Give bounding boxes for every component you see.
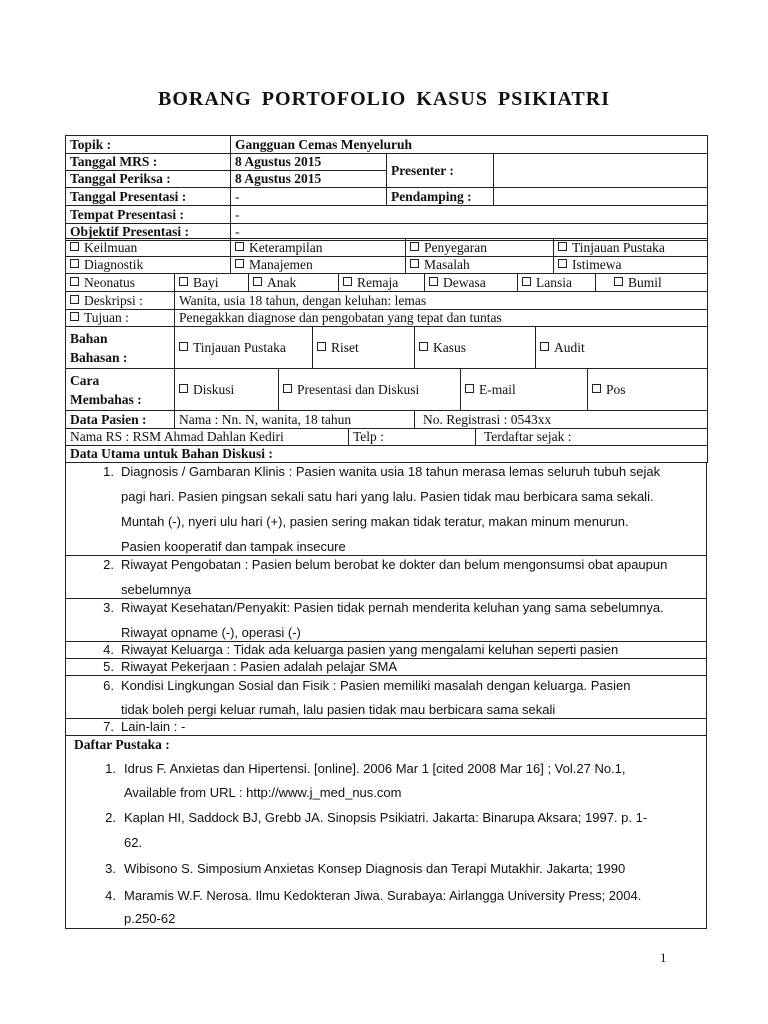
checkbox-icon — [283, 384, 292, 393]
option-remaja[interactable]: Remaja — [339, 274, 425, 292]
option-tinjauan-pustaka[interactable]: Tinjauan Pustaka — [554, 239, 708, 257]
list-item — [65, 676, 707, 719]
checkbox-icon — [70, 259, 79, 268]
list-item — [65, 599, 707, 642]
item-line: Diagnosis / Gambaran Klinis : Pasien wanita usia 18 tahun merasa lemas seluruh tubuh sejak — [121, 464, 661, 479]
item-number: 2. — [103, 557, 114, 572]
deskripsi-value: Wanita, usia 18 tahun, dengan keluhan: lemas — [175, 292, 708, 310]
option-keterampilan[interactable]: Keterampilan — [231, 239, 406, 257]
option-bahan-tinjauan-pustaka[interactable]: Tinjauan Pustaka — [175, 327, 313, 369]
reference-line: Kaplan HI, Saddock BJ, Grebb JA. Sinopsis Psikiatri. Jakarta: Binarupa Aksara; 1997. p. 1- — [124, 810, 648, 825]
reference-line: p.250-62 — [124, 911, 176, 926]
option-penyegaran[interactable]: Penyegaran — [406, 239, 554, 257]
checkbox-icon — [179, 342, 188, 351]
tgl-mrs-label: Tanggal MRS : — [66, 154, 231, 171]
description-table — [65, 291, 708, 327]
reference-item — [66, 888, 706, 928]
option-neonatus[interactable]: Neonatus — [66, 274, 175, 292]
checkbox-icon — [70, 295, 79, 304]
cara-label: Cara Membahas : — [66, 369, 175, 411]
reference-line: Idrus F. Anxietas dan Hipertensi. [online]. 2006 Mar 1 [cited 2008 Mar 16] ; Vol.27 No.1, — [124, 761, 626, 776]
list-item — [65, 642, 707, 659]
objective-options-table — [65, 238, 708, 274]
item-line: Riwayat Pengobatan : Pasien belum berobat ke dokter dan belum mengonsumsi obat apaupun — [121, 557, 668, 572]
tempat-label: Tempat Presentasi : — [66, 206, 231, 224]
pendamping-value — [494, 188, 708, 206]
bahan-label: Bahan Bahasan : — [66, 327, 175, 369]
checkbox-icon — [465, 384, 474, 393]
rs-info-table — [65, 428, 708, 446]
reference-number: 2. — [105, 810, 116, 825]
item-line: Riwayat Kesehatan/Penyakit: Pasien tidak pernah menderita keluhan yang sama sebelumnya. — [121, 600, 664, 615]
cara-membahas-table — [65, 368, 708, 411]
tgl-periksa-value: 8 Agustus 2015 — [231, 171, 387, 188]
pasien-label: Data Pasien : — [66, 411, 175, 429]
item-line: Pasien kooperatif dan tampak insecure — [121, 539, 346, 554]
reference-item — [66, 761, 706, 811]
item-line: tidak boleh pergi keluar rumah, lalu pasien tidak mau berbicara sama sekali — [121, 702, 556, 717]
checkbox-icon — [179, 384, 188, 393]
item-number: 6. — [103, 678, 114, 693]
reference-item — [66, 810, 706, 860]
item-number: 7. — [103, 719, 114, 734]
deskripsi-label: Deskripsi : — [66, 292, 175, 310]
reference-line: Available from URL : http://www.j_med_nus.com — [124, 785, 402, 800]
page-title: BORANG PORTOFOLIO KASUS PSIKIATRI — [158, 88, 610, 110]
topik-value: Gangguan Cemas Menyeluruh — [231, 136, 708, 154]
data-utama-label: Data Utama untuk Bahan Diskusi : — [66, 446, 708, 463]
header-info-table — [65, 135, 708, 241]
item-line: Lain-lain : - — [121, 719, 186, 734]
pendamping-label: Pendamping : — [387, 188, 494, 206]
tgl-mrs-value: 8 Agustus 2015 — [231, 154, 387, 171]
presenter-value — [494, 154, 708, 188]
tgl-presentasi-value: - — [231, 188, 387, 206]
option-diskusi[interactable]: Diskusi — [175, 369, 279, 411]
daftar-pustaka-section — [65, 736, 707, 929]
option-lansia[interactable]: Lansia — [518, 274, 596, 292]
page-number: 1 — [660, 950, 667, 965]
item-line: Muntah (-), nyeri ulu hari (+), pasien sering makan tidak teratur, makan minum menurun. — [121, 514, 629, 529]
list-item — [65, 556, 707, 599]
checkbox-icon — [429, 277, 438, 286]
data-utama-header-table — [65, 445, 708, 463]
list-item — [65, 659, 707, 676]
reference-number: 4. — [105, 888, 116, 903]
checkbox-icon — [419, 342, 428, 351]
rs-telp: Telp : — [349, 429, 476, 446]
checkbox-icon — [70, 312, 79, 321]
tujuan-value: Penegakkan diagnose dan pengobatan yang tepat dan tuntas — [175, 310, 708, 327]
checkbox-icon — [410, 259, 419, 268]
option-istimewa[interactable]: Istimewa — [554, 257, 708, 274]
checkbox-icon — [558, 259, 567, 268]
tempat-value: - — [231, 206, 708, 224]
item-line: Riwayat Pekerjaan : Pasien adalah pelajar SMA — [121, 659, 398, 674]
checkbox-icon — [558, 242, 567, 251]
option-email[interactable]: E-mail — [461, 369, 588, 411]
checkbox-icon — [343, 277, 352, 286]
option-riset[interactable]: Riset — [313, 327, 415, 369]
option-manajemen[interactable]: Manajemen — [231, 257, 406, 274]
checkbox-icon — [317, 342, 326, 351]
option-pos[interactable]: Pos — [588, 369, 708, 411]
item-line: sebelumnya — [121, 582, 192, 597]
option-bumil[interactable]: Bumil — [596, 274, 708, 292]
tgl-periksa-label: Tanggal Periksa : — [66, 171, 231, 188]
option-bayi[interactable]: Bayi — [175, 274, 249, 292]
item-number: 4. — [103, 642, 114, 657]
data-pasien-table — [65, 410, 708, 429]
checkbox-icon — [614, 277, 623, 286]
item-number: 3. — [103, 600, 114, 615]
item-line: Riwayat opname (-), operasi (-) — [121, 625, 301, 640]
list-item — [65, 719, 707, 736]
item-number: 1. — [103, 464, 114, 479]
pustaka-label: Daftar Pustaka : — [74, 737, 170, 752]
option-keilmuan[interactable]: Keilmuan — [66, 239, 231, 257]
topik-label: Topik : — [66, 136, 231, 154]
presenter-label: Presenter : — [387, 154, 494, 188]
rs-terdaftar: Terdaftar sejak : — [476, 429, 708, 446]
tgl-presentasi-label: Tanggal Presentasi : — [66, 188, 231, 206]
pasien-nama: Nama : Nn. N, wanita, 18 tahun — [175, 411, 415, 429]
checkbox-icon — [253, 277, 262, 286]
checkbox-icon — [235, 242, 244, 251]
checkbox-icon — [179, 277, 188, 286]
reference-line: Maramis W.F. Nerosa. Ilmu Kedokteran Jiwa. Surabaya: Airlangga University Press; 2004. — [124, 888, 642, 903]
objektif-label: Objektif Presentasi : — [66, 224, 231, 241]
option-presentasi-dan-diskusi[interactable]: Presentasi dan Diskusi — [279, 369, 461, 411]
reference-number: 3. — [105, 861, 116, 876]
bahan-bahasan-table — [65, 326, 708, 369]
rs-nama: Nama RS : RSM Ahmad Dahlan Kediri — [66, 429, 349, 446]
checkbox-icon — [522, 277, 531, 286]
pasien-registrasi: No. Registrasi : 0543xx — [415, 411, 708, 429]
objektif-value: - — [231, 224, 708, 241]
option-anak[interactable]: Anak — [249, 274, 339, 292]
checkbox-icon — [235, 259, 244, 268]
checkbox-icon — [410, 242, 419, 251]
list-item — [65, 462, 707, 556]
tujuan-label: Tujuan : — [66, 310, 175, 327]
item-line: Kondisi Lingkungan Sosial dan Fisik : Pasien memiliki masalah dengan keluarga. Pasien — [121, 678, 631, 693]
reference-line: 62. — [124, 835, 143, 850]
checkbox-icon — [592, 384, 601, 393]
option-masalah[interactable]: Masalah — [406, 257, 554, 274]
reference-number: 1. — [105, 761, 116, 776]
option-kasus[interactable]: Kasus — [415, 327, 536, 369]
checkbox-icon — [70, 242, 79, 251]
reference-item — [66, 861, 706, 881]
option-diagnostik[interactable]: Diagnostik — [66, 257, 231, 274]
age-options-table — [65, 273, 708, 292]
option-dewasa[interactable]: Dewasa — [425, 274, 518, 292]
item-number: 5. — [103, 659, 114, 674]
item-line: Riwayat Keluarga : Tidak ada keluarga pasien yang mengalami keluhan seperti pasien — [121, 642, 619, 657]
option-audit[interactable]: Audit — [536, 327, 708, 369]
checkbox-icon — [70, 277, 79, 286]
checkbox-icon — [540, 342, 549, 351]
item-line: pagi hari. Pasien pingsan sekali satu hari yang lalu. Pasien tidak mau berbicara sama sekali. — [121, 489, 654, 504]
reference-line: Wibisono S. Simposium Anxietas Konsep Diagnosis dan Terapi Mutakhir. Jakarta; 1990 — [124, 861, 626, 876]
